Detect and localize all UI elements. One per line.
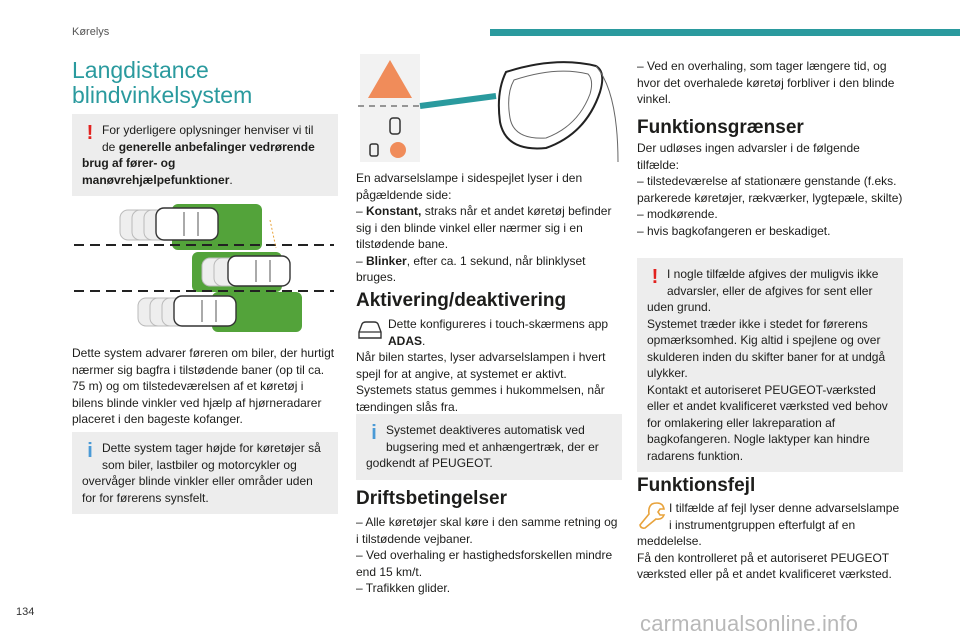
wrench-icon	[637, 500, 665, 528]
intro-text: Dette system advarer føreren om biler, der hurtigt nærmer sig bagfra i tilstødende baner (op til ca. 75 m) og om tilstedeværelsen af et køretøj i bilens blinde vinkler ved hjælp af hjørneradarer placeret i den bageste kofanger.	[72, 346, 335, 426]
mirror-paragraph	[356, 170, 622, 286]
info-icon: i	[371, 422, 377, 444]
flash-label: Blinker	[366, 253, 407, 268]
activation-text-2: .	[422, 333, 426, 348]
overtake-text: – Ved en overhaling, som tager længere tid, og hvor det overhalede køretøj forbliver i den blinde vinkel.	[637, 59, 895, 106]
activation-text	[356, 316, 622, 349]
fault-text: I tilfælde af fejl lyser denne advarselslampe i instrumentgruppen efterfulgt af en meddelelse.	[637, 501, 900, 548]
conditions-heading: Driftsbetingelser	[356, 488, 507, 509]
activation-more: Når bilen startes, lyser advarselslampen i hvert spejl for at angive, at systemet er aktivt. Systemets status gemmes i hukommelsen, når tændingen slås fra.	[356, 350, 606, 414]
activation-text-1: Dette konfigureres i touch-skærmens app	[388, 317, 609, 331]
fault-heading: Funktionsfejl	[637, 475, 756, 496]
page-heading-line2: blindvinkelsystem	[72, 82, 253, 108]
constant-text: straks når et andet køretøj befinder sig i den blinde vinkel eller nærmer sig i en tilstødende bane.	[356, 204, 612, 251]
page-number: 134	[16, 606, 35, 618]
warning-note-end: .	[229, 172, 233, 187]
mirror-item-flash: – Blinker, efter ca. 1 sekund, når blinklyset bruges.	[356, 253, 586, 284]
fault-paragraph	[637, 500, 903, 583]
towing-info-note	[356, 414, 622, 480]
activation-heading: Aktivering/deaktivering	[356, 290, 567, 311]
exclamation-icon: !	[86, 122, 94, 144]
intro-paragraph	[72, 345, 338, 428]
overtake-paragraph	[637, 58, 903, 108]
mirror-text: En advarselslampe i sidespejlet lyser i den pågældende side:	[356, 171, 583, 202]
header-accent-bar	[490, 29, 960, 36]
condition-item: – Ved overhaling er hastighedsforskellen mindre end 15 km/t.	[356, 548, 613, 579]
limits-warning-note	[637, 258, 903, 472]
warning-note	[72, 114, 338, 196]
blind-spot-illustration	[72, 196, 338, 336]
conditions-list	[356, 514, 622, 597]
warning-note-bold: generelle anbefalinger vedrørende brug af fører- og manøvrehjælpefunktioner	[82, 139, 315, 187]
activation-paragraph	[356, 316, 622, 415]
constant-label: Konstant,	[366, 204, 422, 218]
towing-info-text: Systemet deaktiveres automatisk ved bugsering med et anhængertræk, der er godkendt af PEUGEOT.	[366, 423, 599, 470]
adas-label: ADAS	[388, 333, 423, 348]
mirror-item-constant: – Konstant, straks når et andet køretøj befinder sig i den blinde vinkel eller nærmer sig i en tilstødende bane.	[356, 204, 612, 251]
page-heading	[72, 58, 338, 108]
limits-warning-p2: Systemet træder ikke i stedet for førerens opmærksomhed. Kig altid i spejlene og over skulderen inden du skifter baner for at undgå ulykker.	[647, 316, 886, 380]
limits-item: – tilstedeværelse af stationære genstande (f.eks. parkerede køretøjer, rækværker, lygtepæle, skilte)	[637, 174, 903, 205]
flash-text: , efter ca. 1 sekund, når blinklyset bruges.	[356, 253, 586, 284]
car-icon	[356, 316, 384, 344]
section-title: Kørelys	[72, 26, 110, 38]
limits-item: – modkørende.	[637, 207, 718, 221]
limits-item: – hvis bagkofangeren er beskadiget.	[637, 223, 831, 238]
limits-heading: Funktionsgrænser	[637, 117, 804, 138]
mirror-illustration	[356, 52, 622, 164]
limits-list	[637, 140, 903, 239]
fault-more: Få den kontrolleret på et autoriseret PEUGEOT værksted eller på et andet kvalificeret værksted.	[637, 550, 892, 581]
exclamation-icon: !	[651, 266, 659, 288]
info-note	[72, 432, 338, 514]
condition-item: – Alle køretøjer skal køre i den samme retning og i tilstødende vejbaner.	[356, 515, 618, 546]
info-note-text: Dette system tager højde for køretøjer så som biler, lastbiler og motorcykler og overvåger blinde vinkler eller områder uden for for førerens synsfelt.	[82, 441, 321, 505]
page-heading-line1: Langdistance	[72, 57, 209, 83]
watermark: carmanualsonline.info	[640, 611, 859, 636]
condition-item: – Trafikken glider.	[356, 581, 451, 595]
info-icon: i	[87, 440, 93, 462]
warning-note-text: For yderligere oplysninger henviser vi til de	[102, 123, 314, 154]
limits-warning-p1: I nogle tilfælde afgives der muligvis ikke advarsler, eller de afgives for sent eller uden grund.	[647, 267, 879, 314]
limits-warning-p3: Kontakt et autoriseret PEUGEOT-værksted eller et andet kvalificeret værksted ved behov for omlakering eller lakreparation af bagkofangeren. Nogle laktyper kan hindre radarens funktion.	[647, 382, 888, 463]
limits-intro: Der udløses ingen advarsler i de følgende tilfælde:	[637, 141, 860, 172]
